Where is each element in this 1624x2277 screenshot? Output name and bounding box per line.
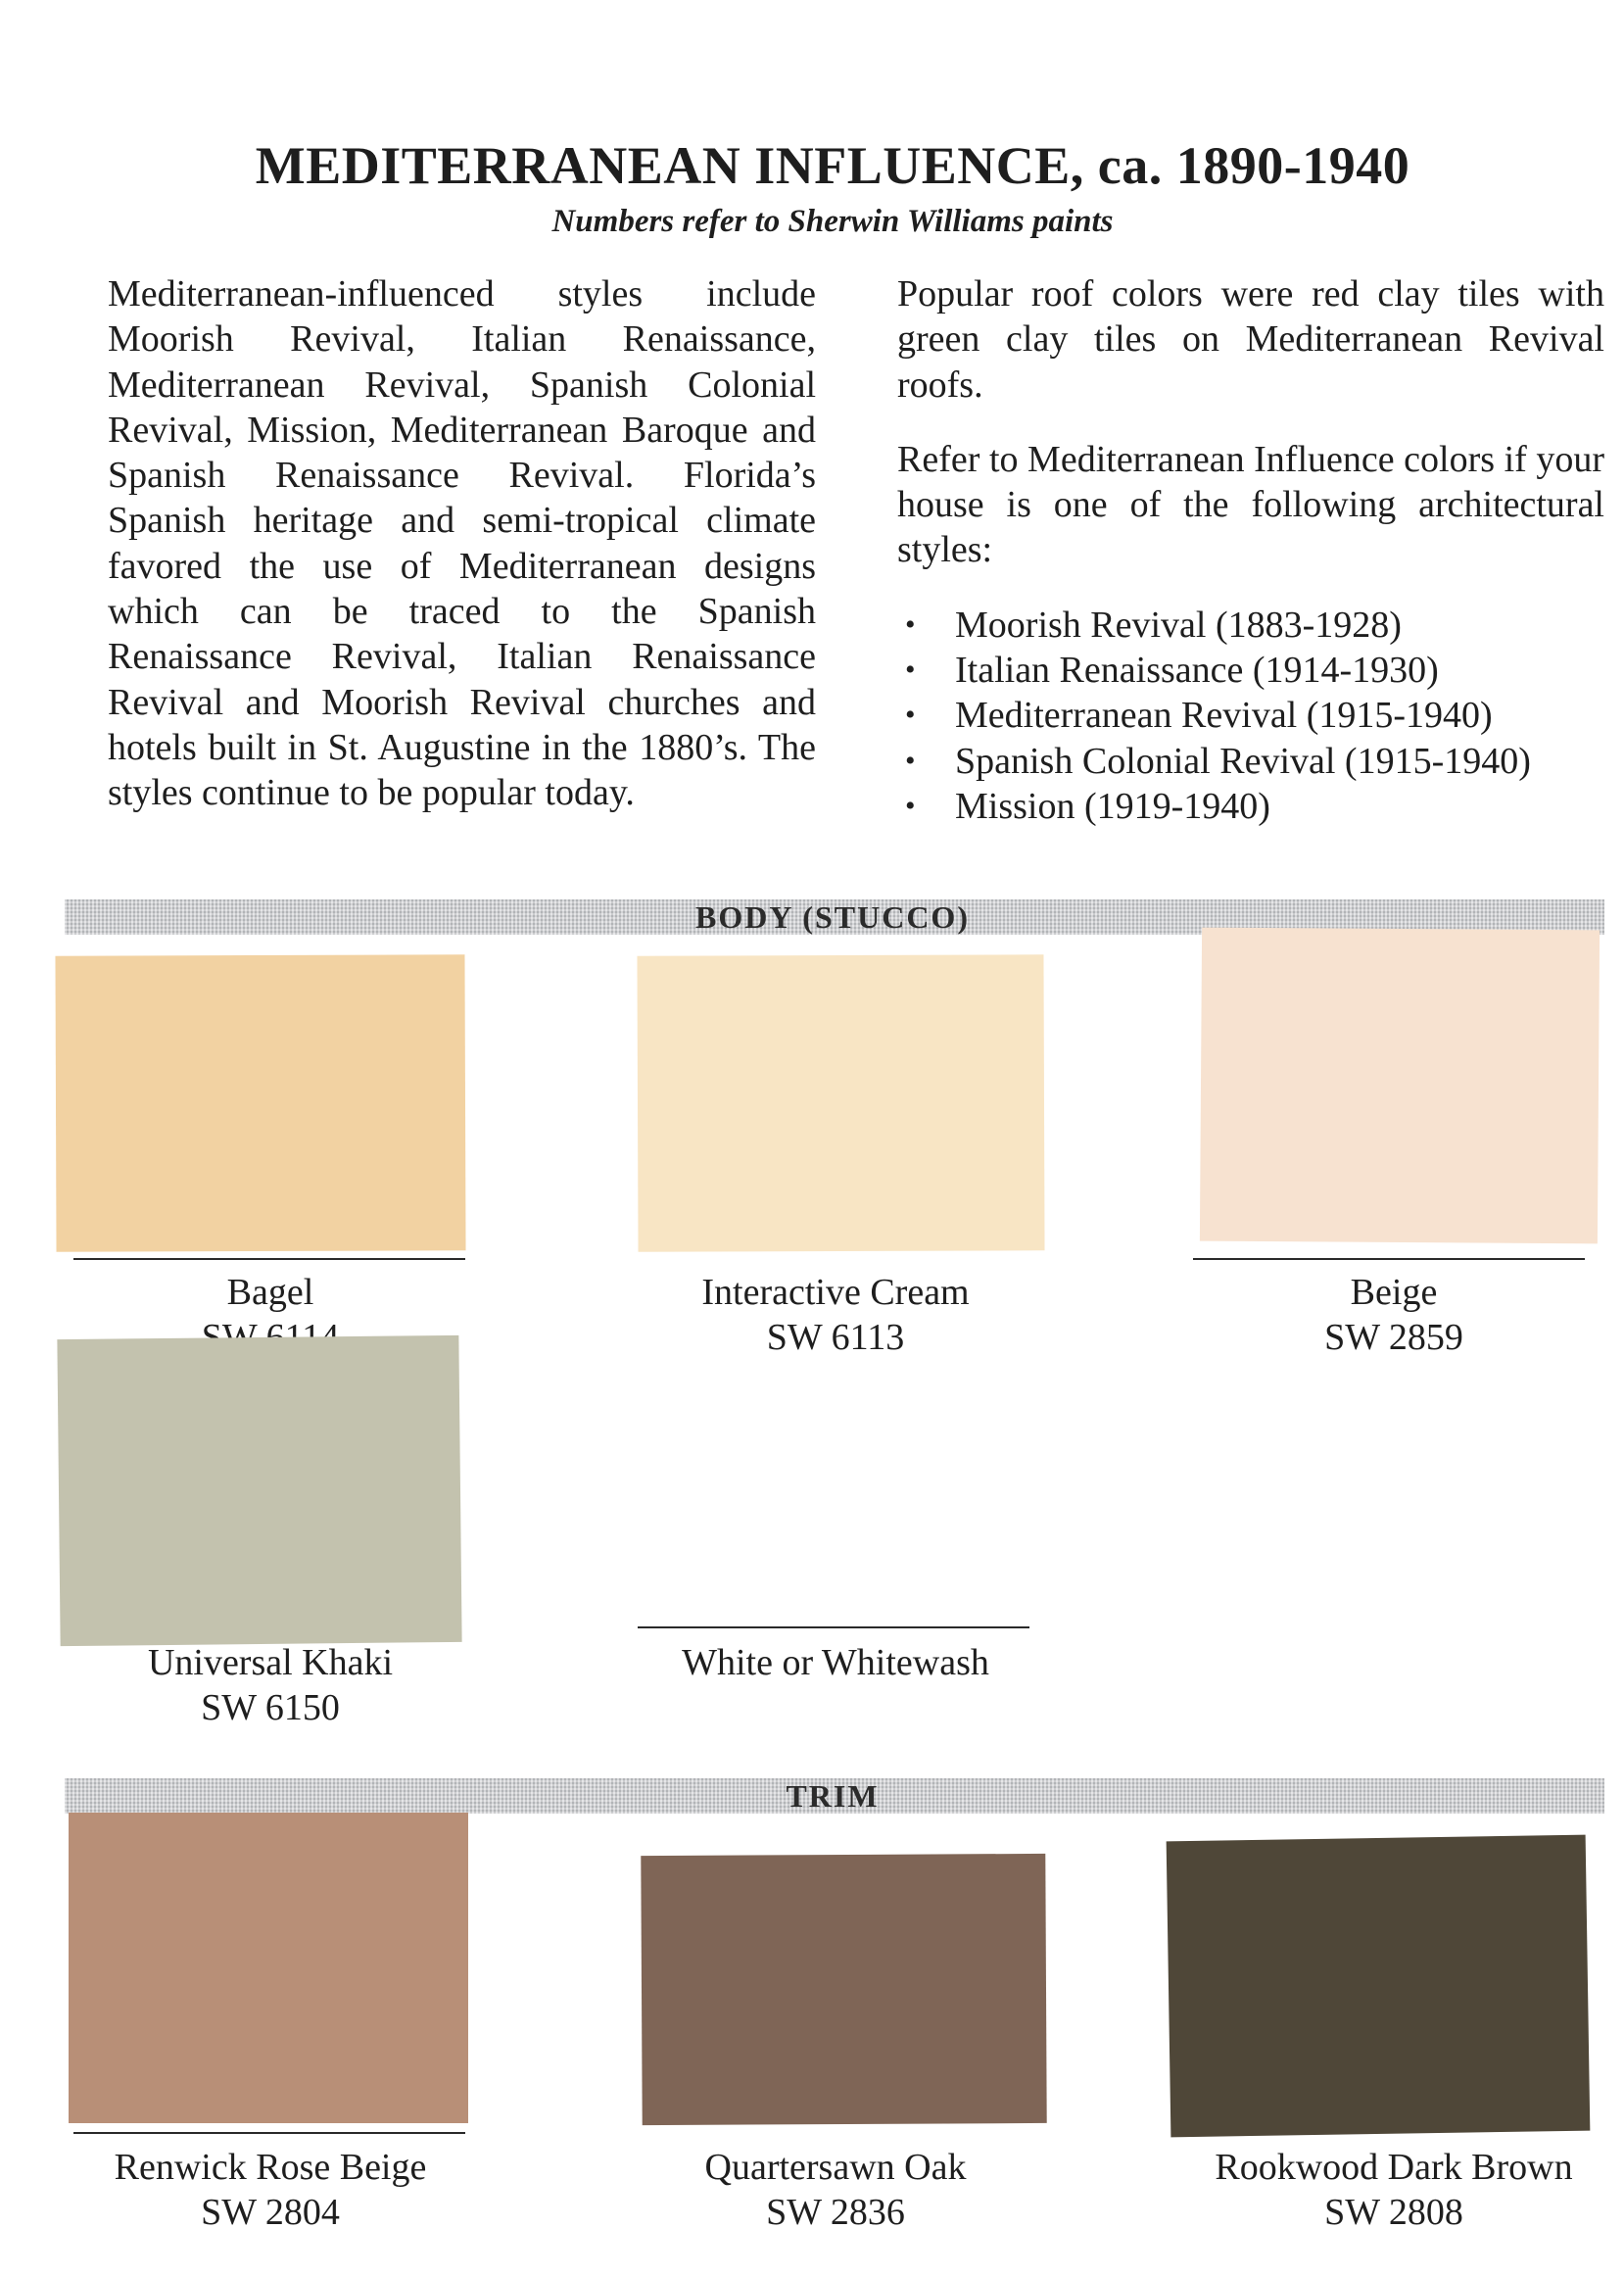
swatch-label-universal-khaki xyxy=(65,1640,476,1730)
swatch-label-white xyxy=(630,1640,1041,1685)
swatch-code: SW 2836 xyxy=(766,2192,905,2233)
swatch-bagel xyxy=(55,954,465,1251)
swatch-name: Bagel xyxy=(226,1272,314,1313)
swatch-label-rookwood-dark-brown xyxy=(1188,2145,1600,2235)
body-section-label: BODY (STUCCO) xyxy=(695,899,970,935)
swatch-label-renwick-rose-beige xyxy=(65,2145,476,2235)
swatch-beige xyxy=(1200,928,1600,1244)
list-item: • Italian Renaissance (1914-1930) xyxy=(897,648,1604,693)
swatch-underline xyxy=(73,1258,465,1260)
page-subtitle: Numbers refer to Sherwin Williams paints xyxy=(551,204,1114,239)
page-title: MEDITERRANEAN INFLUENCE, ca. 1890-1940 xyxy=(255,136,1410,195)
swatch-name: Renwick Rose Beige xyxy=(114,2147,427,2188)
swatch-name: Quartersawn Oak xyxy=(704,2147,967,2188)
architectural-styles-list xyxy=(897,603,1604,829)
swatch-universal-khaki xyxy=(57,1335,461,1646)
swatch-label-beige xyxy=(1188,1270,1600,1360)
swatch-underline xyxy=(1193,1258,1585,1260)
swatch-interactive-cream xyxy=(637,954,1044,1251)
swatch-quartersawn-oak xyxy=(641,1854,1046,2125)
list-item: • Spanish Colonial Revival (1915-1940) xyxy=(897,739,1604,784)
list-item: • Mission (1919-1940) xyxy=(897,784,1604,829)
intro-paragraph: Mediterranean-influenced styles include Moorish Revival, Italian Renaissance, Mediterranean Revival, Spanish Colonial Revival, Mission, Mediterranean Baroque and Spanish Renaissance Revival. Florida’s Spanish heritage and semi-tropical climate favored the use of Mediterranean designs which can be traced to the Spanish Renaissance Revival, Italian Renaissance Revival and Moorish Revival churches and hotels built in St. Augustine in the 1880’s. The styles continue to be popular today. xyxy=(108,273,816,814)
roof-colors-paragraph: Popular roof colors were red clay tiles with green clay tiles on Mediterranean Revival roofs. xyxy=(897,273,1604,406)
right-column xyxy=(897,271,1604,829)
swatch-code: SW 6113 xyxy=(766,1317,905,1358)
swatch-code: SW 6150 xyxy=(201,1687,340,1728)
swatch-label-quartersawn-oak xyxy=(630,2145,1041,2235)
swatch-underline-white xyxy=(638,1626,1029,1628)
trim-section-label: TRIM xyxy=(786,1778,880,1814)
swatch-code: SW 2804 xyxy=(201,2192,340,2233)
swatch-name: Beige xyxy=(1350,1272,1438,1313)
swatch-code: SW 2859 xyxy=(1324,1317,1463,1358)
list-item: • Mediterranean Revival (1915-1940) xyxy=(897,693,1604,738)
swatch-renwick-rose-beige xyxy=(69,1813,468,2123)
list-item: • Moorish Revival (1883-1928) xyxy=(897,603,1604,648)
refer-paragraph: Refer to Mediterranean Influence colors if your house is one of the following architectural styles: xyxy=(897,438,1604,571)
swatch-code: SW 2808 xyxy=(1324,2192,1463,2233)
swatch-name: Rookwood Dark Brown xyxy=(1215,2147,1573,2188)
swatch-label-interactive-cream xyxy=(630,1270,1041,1360)
swatch-rookwood-dark-brown xyxy=(1167,1835,1591,2138)
swatch-name: White or Whitewash xyxy=(682,1642,989,1683)
swatch-name: Interactive Cream xyxy=(701,1272,970,1313)
swatch-underline xyxy=(73,2132,465,2134)
swatch-name: Universal Khaki xyxy=(147,1642,394,1683)
